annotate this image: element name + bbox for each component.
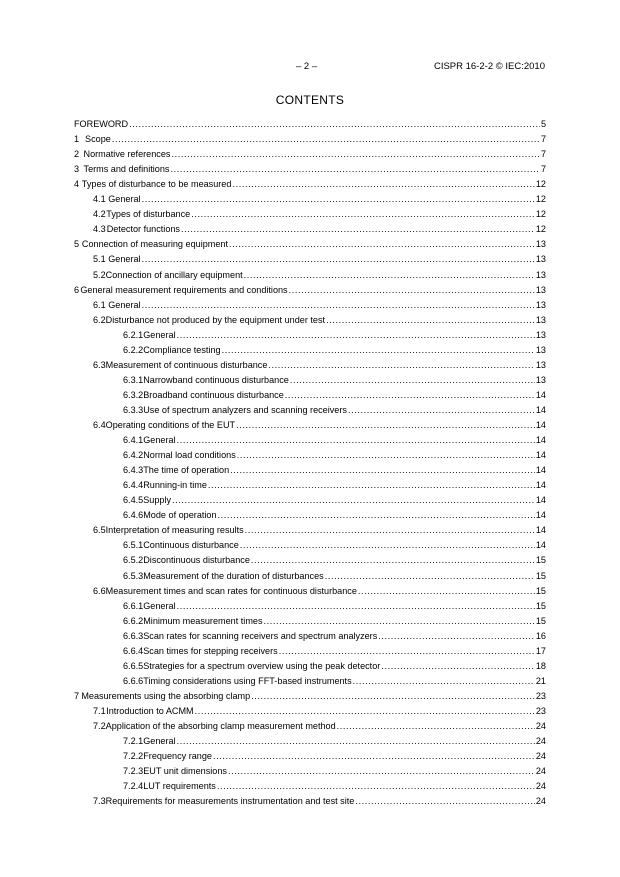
toc-entry-number: 6.5.1 bbox=[123, 540, 144, 551]
dot-leader bbox=[170, 163, 539, 176]
toc-entry-number: 6.5.2 bbox=[123, 555, 144, 566]
toc-entry[interactable] bbox=[93, 359, 546, 372]
dot-leader bbox=[218, 509, 535, 522]
toc-entry-title: Mode of operation bbox=[143, 510, 217, 521]
toc-entry-number: 7.3 bbox=[93, 796, 106, 807]
dot-leader bbox=[325, 570, 535, 583]
toc-entry[interactable] bbox=[123, 479, 546, 492]
toc-entry-number: 3 bbox=[74, 164, 80, 175]
toc-entry-page: 7 bbox=[540, 149, 546, 160]
toc-entry-number: 6.6 bbox=[93, 585, 106, 596]
toc-entry[interactable] bbox=[123, 645, 546, 658]
toc-entry-page: 14 bbox=[535, 435, 546, 446]
dot-leader bbox=[142, 253, 535, 266]
dot-leader bbox=[177, 735, 535, 748]
dot-leader bbox=[177, 600, 535, 613]
toc-entry-title: Operating conditions of the EUT bbox=[105, 420, 236, 430]
toc-entry[interactable] bbox=[93, 419, 546, 432]
toc-entry-page: 14 bbox=[535, 420, 546, 430]
toc-entry[interactable] bbox=[93, 720, 546, 733]
toc-entry[interactable] bbox=[123, 765, 546, 778]
toc-entry[interactable] bbox=[123, 554, 546, 567]
dot-leader bbox=[195, 705, 535, 718]
toc-entry-title: Connection of ancillary equipment bbox=[105, 269, 243, 280]
toc-entry-number: 5.1 bbox=[93, 254, 106, 265]
toc-entry-title: Measurement times and scan rates for continuous disturbance bbox=[105, 585, 357, 596]
toc-entry-page: 14 bbox=[535, 480, 546, 491]
toc-entry-title: Normal load conditions bbox=[143, 450, 236, 461]
dot-leader bbox=[177, 434, 535, 447]
toc-entry-number: 6.3.2 bbox=[123, 389, 144, 400]
toc-entry[interactable] bbox=[74, 178, 546, 191]
dot-leader bbox=[129, 118, 540, 131]
toc-entry[interactable] bbox=[123, 389, 546, 402]
toc-entry-title: Discontinuous disturbance bbox=[143, 555, 250, 566]
toc-entry[interactable] bbox=[74, 238, 546, 251]
dot-leader bbox=[353, 675, 535, 688]
toc-entry-page: 18 bbox=[535, 660, 546, 671]
toc-entry[interactable] bbox=[123, 539, 546, 552]
toc-entry-number: 6.6.6 bbox=[123, 675, 144, 686]
page-number: – 2 – bbox=[296, 61, 318, 72]
toc-entry[interactable] bbox=[93, 269, 546, 282]
toc-entry[interactable] bbox=[123, 434, 546, 447]
dot-leader bbox=[213, 750, 535, 763]
dot-leader bbox=[222, 344, 535, 357]
toc-entry[interactable] bbox=[123, 675, 546, 688]
toc-entry-title: The time of operation bbox=[143, 465, 230, 476]
toc-entry[interactable] bbox=[123, 464, 546, 477]
dot-leader bbox=[240, 539, 535, 552]
toc-entry-title: Running-in time bbox=[143, 480, 207, 491]
dot-leader bbox=[326, 314, 535, 327]
toc-entry-page: 21 bbox=[535, 675, 546, 686]
toc-entry-title: Strategies for a spectrum overview using the peak detector bbox=[143, 660, 381, 671]
dot-leader bbox=[236, 419, 535, 432]
toc-entry-page: 13 bbox=[535, 269, 546, 280]
toc-entry-title: General bbox=[143, 329, 176, 340]
toc-entry[interactable] bbox=[123, 630, 546, 643]
toc-entry-title: Continuous disturbance bbox=[143, 540, 239, 551]
toc-entry-page: 15 bbox=[535, 570, 546, 581]
toc-entry-number: 6.6.3 bbox=[123, 630, 144, 641]
toc-entry-number: 6.6.1 bbox=[123, 600, 144, 611]
toc-entry-number: 5.2 bbox=[93, 269, 106, 280]
dot-leader bbox=[285, 389, 535, 402]
toc-entry-title: Frequency range bbox=[143, 751, 212, 762]
toc-entry-number: 6.3.3 bbox=[123, 404, 144, 415]
toc-entry-number: 7.2.2 bbox=[123, 751, 144, 762]
toc-entry[interactable] bbox=[93, 223, 546, 236]
toc-entry[interactable] bbox=[93, 524, 546, 537]
toc-entry[interactable] bbox=[74, 690, 546, 703]
toc-entry-title: General bbox=[108, 194, 141, 205]
dot-leader bbox=[171, 148, 540, 161]
toc-entry[interactable] bbox=[123, 750, 546, 763]
toc-entry-page: 13 bbox=[535, 239, 546, 250]
toc-entry[interactable] bbox=[74, 284, 546, 297]
toc-entry-number: 6.6.2 bbox=[123, 615, 144, 626]
toc-entry-number: 6.4.4 bbox=[123, 480, 144, 491]
toc-entry-number: 5 bbox=[74, 239, 80, 250]
dot-leader bbox=[172, 494, 535, 507]
toc-entry-page: 12 bbox=[535, 179, 546, 190]
toc-entry-title: Types of disturbance bbox=[106, 209, 191, 220]
toc-entry-number: 4.1 bbox=[93, 194, 106, 205]
dot-leader bbox=[142, 193, 535, 206]
toc-entry-number: 4.2 bbox=[93, 209, 106, 220]
toc-entry-title: LUT requirements bbox=[143, 781, 216, 792]
toc-entry-page: 14 bbox=[535, 495, 546, 506]
toc-entry-title: General bbox=[143, 435, 176, 446]
toc-entry-page: 13 bbox=[535, 254, 546, 265]
dot-leader bbox=[279, 645, 535, 658]
toc-entry-page: 24 bbox=[535, 736, 546, 747]
dot-leader bbox=[251, 690, 535, 703]
toc-entry-number: 6.4.3 bbox=[123, 465, 144, 476]
toc-entry[interactable] bbox=[93, 314, 546, 327]
toc-entry-title: Supply bbox=[143, 495, 172, 506]
toc-entry-number: 6.5 bbox=[93, 525, 106, 536]
toc-entry[interactable] bbox=[93, 299, 546, 312]
toc-entry-number: 7.1 bbox=[93, 705, 106, 716]
toc-entry-title: Connection of measuring equipment bbox=[81, 239, 228, 250]
toc-entry-page: 12 bbox=[535, 209, 546, 220]
toc-entry-page: 14 bbox=[535, 540, 546, 551]
toc-entry-number: 7.2 bbox=[93, 721, 106, 731]
toc-entry-title: EUT unit dimensions bbox=[143, 766, 227, 777]
toc-entry-page: 24 bbox=[535, 781, 546, 792]
toc-entry-page: 13 bbox=[535, 329, 546, 340]
toc-entry-number: 4.3 bbox=[93, 224, 106, 235]
dot-leader bbox=[268, 359, 534, 372]
dot-leader bbox=[208, 479, 535, 492]
toc-entry-title: Normative references bbox=[83, 149, 171, 160]
toc-entry[interactable] bbox=[74, 163, 546, 176]
toc-entry-number: 6.6.5 bbox=[123, 660, 144, 671]
toc-entry[interactable] bbox=[123, 509, 546, 522]
toc-entry-number: 6.4.1 bbox=[123, 435, 144, 446]
toc-entry[interactable] bbox=[123, 374, 546, 387]
toc-entry[interactable] bbox=[93, 208, 546, 221]
toc-entry-title: Narrowband continuous disturbance bbox=[143, 374, 289, 385]
toc-entry-page: 24 bbox=[535, 766, 546, 777]
toc-entry-page: 7 bbox=[540, 134, 546, 145]
toc-entry-page: 23 bbox=[535, 690, 546, 701]
toc-entry-page: 15 bbox=[535, 555, 546, 566]
document-reference: CISPR 16-2-2 © IEC:2010 bbox=[433, 61, 545, 72]
toc-entry-page: 12 bbox=[535, 194, 546, 205]
toc-entry[interactable] bbox=[123, 570, 546, 583]
dot-leader bbox=[245, 524, 535, 537]
toc-entry-page: 14 bbox=[535, 389, 546, 400]
toc-entry-page: 24 bbox=[535, 721, 546, 731]
dot-leader bbox=[381, 660, 535, 673]
toc-entry-page: 13 bbox=[535, 359, 546, 370]
dot-leader bbox=[244, 269, 535, 282]
dot-leader bbox=[232, 178, 534, 191]
toc-entry-title: General bbox=[108, 299, 141, 310]
toc-entry-number: 7.2.1 bbox=[123, 736, 144, 747]
toc-entry-title: FOREWORD bbox=[74, 119, 129, 129]
toc-entry-page: 14 bbox=[535, 450, 546, 461]
dot-leader bbox=[290, 374, 535, 387]
toc-entry-page: 13 bbox=[535, 374, 546, 385]
toc-entry[interactable] bbox=[74, 148, 546, 161]
toc-entry-title: Measurements using the absorbing clamp bbox=[81, 690, 251, 701]
toc-entry-number: 6.4.5 bbox=[123, 495, 144, 506]
toc-entry-page: 15 bbox=[535, 615, 546, 626]
toc-entry[interactable] bbox=[123, 404, 546, 417]
toc-entry-page: 13 bbox=[535, 344, 546, 355]
toc-entry-number: 6.4.2 bbox=[123, 450, 144, 461]
dot-leader bbox=[358, 585, 535, 598]
toc-entry-title: Scan times for stepping receivers bbox=[143, 645, 278, 656]
toc-entry[interactable] bbox=[93, 193, 546, 206]
toc-entry-title: Disturbance not produced by the equipment under test bbox=[105, 314, 326, 325]
toc-entry-number: 7.2.4 bbox=[123, 781, 144, 792]
toc-entry[interactable] bbox=[123, 615, 546, 628]
toc-entry-title: General bbox=[108, 254, 141, 265]
toc-entry-number: 6.2.1 bbox=[123, 329, 144, 340]
dot-leader bbox=[217, 780, 535, 793]
toc-entry-number: 6.4 bbox=[93, 420, 106, 430]
toc-entry[interactable] bbox=[93, 795, 546, 808]
toc-entry[interactable] bbox=[123, 780, 546, 793]
toc-entry-title: General bbox=[143, 600, 176, 611]
toc-entry-page: 13 bbox=[535, 314, 546, 325]
toc-entry-page: 12 bbox=[535, 224, 546, 235]
toc-entry-number: 6.3.1 bbox=[123, 374, 144, 385]
toc-entry-number: 6.6.4 bbox=[123, 645, 144, 656]
toc-entry-number: 6 bbox=[74, 284, 80, 295]
toc-entry-title: Application of the absorbing clamp measurement method bbox=[105, 721, 336, 731]
toc-entry-title: Compliance testing bbox=[143, 344, 221, 355]
toc-entry[interactable] bbox=[123, 449, 546, 462]
toc-entry-number: 7.2.3 bbox=[123, 766, 144, 777]
toc-entry-page: 23 bbox=[535, 705, 546, 716]
dot-leader bbox=[289, 284, 535, 297]
dot-leader bbox=[337, 720, 535, 733]
toc-entry-page: 14 bbox=[535, 510, 546, 521]
toc-entry-title: Terms and definitions bbox=[83, 164, 170, 175]
toc-entry-title: Measurement of continuous disturbance bbox=[105, 359, 268, 370]
toc-entry-page: 17 bbox=[535, 645, 546, 656]
dot-leader bbox=[229, 238, 535, 251]
toc-entry-number: 4 bbox=[74, 179, 80, 190]
toc-entry-title: Measurement of the duration of disturbances bbox=[143, 570, 324, 581]
dot-leader bbox=[251, 554, 535, 567]
dot-leader bbox=[230, 464, 535, 477]
toc-entry-number: 1 bbox=[74, 134, 80, 145]
dot-leader bbox=[177, 329, 535, 342]
toc-entry-number: 7 bbox=[74, 690, 80, 701]
toc-entry-title: Detector functions bbox=[106, 224, 180, 235]
dot-leader bbox=[112, 133, 540, 146]
toc-entry[interactable] bbox=[93, 705, 546, 718]
page-title: CONTENTS bbox=[275, 93, 345, 107]
toc-entry-title: Introduction to ACMM bbox=[106, 705, 194, 716]
dot-leader bbox=[228, 765, 535, 778]
toc-entry-page: 16 bbox=[535, 630, 546, 641]
toc-entry-page: 15 bbox=[535, 585, 546, 596]
toc-entry-page: 7 bbox=[540, 164, 546, 175]
dot-leader bbox=[348, 404, 535, 417]
toc-entry[interactable] bbox=[93, 585, 546, 598]
toc-entry-number: 2 bbox=[74, 149, 80, 160]
toc-entry[interactable] bbox=[123, 660, 546, 673]
toc-entry-title: Broadband continuous disturbance bbox=[143, 389, 284, 400]
toc-entry-page: 13 bbox=[535, 284, 546, 295]
toc-entry[interactable] bbox=[123, 329, 546, 342]
toc-entry-title: Interpretation of measuring results bbox=[105, 525, 244, 536]
toc-entry-title: Scan rates for scanning receivers and spectrum analyzers bbox=[143, 630, 378, 641]
toc-entry-title: General measurement requirements and conditions bbox=[80, 284, 288, 295]
toc-entry-page: 14 bbox=[535, 525, 546, 536]
dot-leader bbox=[264, 615, 535, 628]
toc-entry-page: 24 bbox=[535, 751, 546, 762]
toc-entry-page: 14 bbox=[535, 404, 546, 415]
toc-entry-title: Minimum measurement times bbox=[143, 615, 263, 626]
toc-entry-number: 6.2 bbox=[93, 314, 106, 325]
toc-entry-page: 13 bbox=[535, 299, 546, 310]
toc-entry[interactable] bbox=[74, 133, 546, 146]
toc-entry-title: General bbox=[143, 736, 176, 747]
toc-entry-title: Types of disturbance to be measured bbox=[81, 179, 232, 190]
toc-entry[interactable] bbox=[93, 253, 546, 266]
toc-entry-title: Timing considerations using FFT-based instruments bbox=[143, 675, 352, 686]
toc-entry[interactable] bbox=[123, 344, 546, 357]
toc-entry-title: Use of spectrum analyzers and scanning receivers bbox=[143, 404, 347, 415]
toc-entry-page: 5 bbox=[540, 119, 546, 129]
toc-entry-page: 24 bbox=[535, 796, 546, 807]
dot-leader bbox=[181, 223, 535, 236]
toc-entry[interactable] bbox=[74, 118, 546, 131]
dot-leader bbox=[142, 299, 535, 312]
toc-entry-number: 6.4.6 bbox=[123, 510, 144, 521]
toc-entry-page: 15 bbox=[535, 600, 546, 611]
toc-entry-number: 6.5.3 bbox=[123, 570, 144, 581]
dot-leader bbox=[237, 449, 535, 462]
dot-leader bbox=[355, 795, 535, 808]
toc-entry-title: Requirements for measurements instrumentation and test site bbox=[105, 796, 355, 807]
toc-entry[interactable] bbox=[123, 735, 546, 748]
dot-leader bbox=[378, 630, 535, 643]
toc-entry[interactable] bbox=[123, 600, 546, 613]
toc-entry-page: 14 bbox=[535, 465, 546, 476]
toc-entry[interactable] bbox=[123, 494, 546, 507]
toc-entry-number: 6.2.2 bbox=[123, 344, 144, 355]
toc-entry-title: Scope bbox=[85, 134, 111, 145]
toc-entry-number: 6.3 bbox=[93, 359, 106, 370]
dot-leader bbox=[191, 208, 535, 221]
toc-entry-number: 6.1 bbox=[93, 299, 106, 310]
